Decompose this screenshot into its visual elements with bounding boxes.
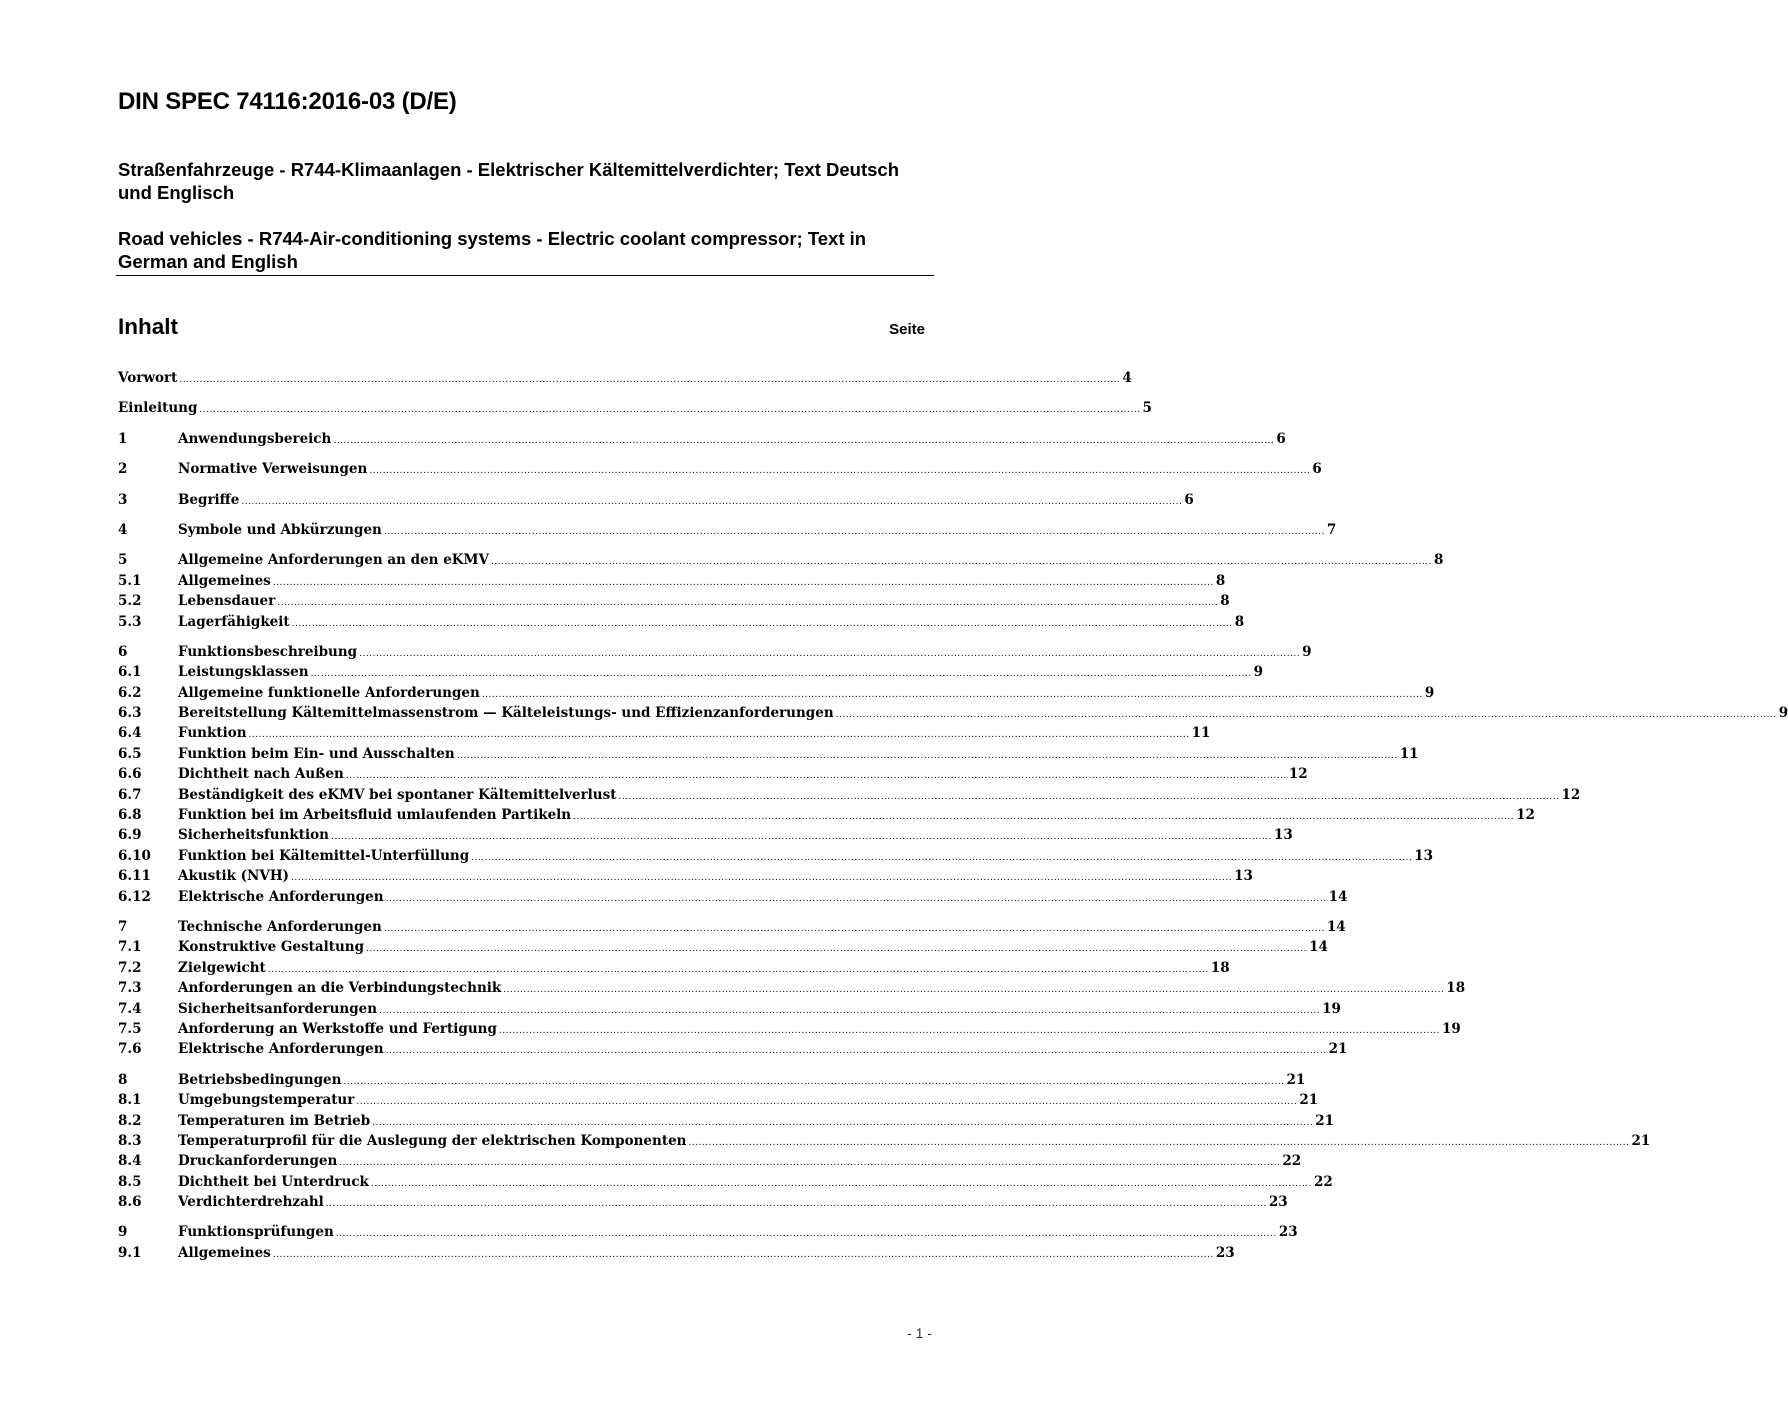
toc-entry-number: 7.1 <box>118 939 142 956</box>
toc-entry-title: Funktion bei Kältemittel-Unterfüllung <box>178 847 470 864</box>
toc-entry[interactable] <box>118 491 1194 512</box>
toc-entry-title: Allgemeines <box>178 1244 271 1261</box>
toc-entry-number: 6.12 <box>118 888 151 905</box>
toc-entry[interactable] <box>118 847 1434 868</box>
toc-entry[interactable] <box>118 1244 1235 1265</box>
toc-entry-page: 21 <box>1286 1071 1306 1088</box>
toc-entry-number: 7.2 <box>118 959 142 976</box>
toc-entry-number: 6.5 <box>118 745 142 762</box>
toc-entry[interactable] <box>118 918 1346 939</box>
toc-dot-leader <box>249 725 1190 741</box>
toc-entry-title: Symbole und Abkürzungen <box>178 521 382 538</box>
toc-entry[interactable] <box>118 684 1435 705</box>
toc-entry-number: 6.4 <box>118 725 142 742</box>
toc-entry-title: Lebensdauer <box>178 593 276 610</box>
toc-entry-page: 11 <box>1399 745 1419 762</box>
toc-entry[interactable] <box>118 370 1132 390</box>
toc-entry-page: 8 <box>1434 552 1444 569</box>
toc-entry[interactable] <box>118 1153 1302 1173</box>
toc-entry-page: 12 <box>1288 766 1308 783</box>
subtitle-english: Road vehicles - R744-Air-conditioning systems - Electric coolant compressor; Text in German and English <box>118 228 867 272</box>
toc-dot-leader <box>372 1113 1313 1129</box>
toc-entry[interactable] <box>118 430 1286 451</box>
toc-entry-page: 8 <box>1215 572 1226 589</box>
toc-entry-number: 6.2 <box>118 684 142 701</box>
toc-entry-page: 19 <box>1441 1020 1461 1037</box>
toc-entry[interactable] <box>118 1020 1461 1041</box>
toc-entry[interactable] <box>118 725 1211 745</box>
subtitle-german: Straßenfahrzeuge - R744-Klimaanlagen - Elektrischer Kältemittelverdichter; Text Deutsch und Englisch <box>118 159 900 203</box>
toc-entry-title: Allgemeines <box>178 572 271 589</box>
toc-entry-page: 4 <box>1122 370 1132 386</box>
page-number: - 1 - <box>907 1325 932 1341</box>
title-divider <box>116 275 934 276</box>
toc-entry-number: 6.10 <box>118 847 151 864</box>
toc-entry[interactable] <box>118 1132 1651 1153</box>
toc-entry[interactable] <box>118 664 1264 684</box>
toc-entry[interactable] <box>118 939 1328 959</box>
toc-entry[interactable] <box>118 786 1581 807</box>
document-title: DIN SPEC 74116:2016-03 (D/E) <box>118 88 457 115</box>
toc-entry-number: 9 <box>118 1224 128 1241</box>
toc-entry-number: 7.6 <box>118 1041 142 1058</box>
toc-dot-leader <box>277 593 1218 609</box>
toc-dot-leader <box>331 827 1272 843</box>
toc-entry-title: Anforderung an Werkstoffe und Fertigung <box>178 1020 497 1037</box>
toc-dot-leader <box>359 644 1300 660</box>
toc-entry-page: 8 <box>1220 593 1230 610</box>
toc-entry-number: 7.3 <box>118 980 142 997</box>
toc-dot-leader <box>326 1194 1267 1210</box>
toc-entry[interactable] <box>118 766 1308 786</box>
toc-entry-number: 4 <box>118 521 128 538</box>
toc-entry-page: 18 <box>1210 959 1230 976</box>
toc-dot-leader <box>273 1245 1214 1261</box>
toc-dot-leader <box>179 370 1120 386</box>
toc-entry-title: Bereitstellung Kältemittelmassenstrom — Kälteleistungs- und Effizienzanforderungen <box>178 705 834 722</box>
toc-entry-number: 6.6 <box>118 766 142 783</box>
toc-entry-number: 3 <box>118 491 128 508</box>
toc-entry-number: 8.2 <box>118 1112 142 1129</box>
toc-entry[interactable] <box>118 868 1253 888</box>
toc-entry-page: 22 <box>1313 1173 1333 1190</box>
toc-dot-leader <box>384 919 1325 935</box>
toc-entry-title: Dichtheit bei Unterdruck <box>178 1173 369 1190</box>
toc-dot-leader <box>503 980 1444 996</box>
toc-entry-number: 8.5 <box>118 1173 142 1190</box>
toc-entry[interactable] <box>118 400 1152 420</box>
toc-entry-title: Betriebsbedingungen <box>178 1071 342 1088</box>
toc-entry-page: 14 <box>1326 918 1346 935</box>
toc-entry-number: 9.1 <box>118 1244 142 1261</box>
toc-entry[interactable] <box>118 572 1226 593</box>
toc-entry-page: 8 <box>1234 613 1245 630</box>
toc-dot-leader <box>384 522 1325 538</box>
toc-entry-title: Konstruktive Gestaltung <box>178 939 365 956</box>
toc-dot-leader <box>457 746 1398 762</box>
toc-entry-page: 11 <box>1191 725 1211 742</box>
toc-entry-number: 6.9 <box>118 827 142 844</box>
toc-dot-leader <box>573 807 1514 823</box>
toc-entry-title: Allgemeine funktionelle Anforderungen <box>178 684 480 701</box>
toc-entry[interactable] <box>118 1112 1334 1133</box>
toc-dot-leader <box>291 868 1232 884</box>
toc-entry-page: 12 <box>1516 807 1535 824</box>
toc-entry-number: 6.11 <box>118 868 151 885</box>
toc-entry[interactable] <box>118 593 1230 613</box>
toc-entry-page: 23 <box>1278 1224 1298 1241</box>
toc-entry-title: Funktion bei im Arbeitsfluid umlaufenden Partikeln <box>178 807 572 824</box>
toc-entry-page: 5 <box>1142 400 1152 417</box>
toc-entry-title: Beständigkeit des eKMV bei spontaner Kältemittelverlust <box>178 786 617 803</box>
toc-entry-title: Funktion <box>178 725 247 742</box>
toc-entry-title: Vorwort <box>118 370 178 386</box>
toc-dot-leader <box>339 1153 1280 1169</box>
toc-page-column-label: Seite <box>889 321 925 338</box>
toc-dot-leader <box>618 787 1559 803</box>
toc-entry-number: 5.2 <box>118 593 142 610</box>
toc-entry-number: 8.6 <box>118 1194 142 1211</box>
toc-heading: Inhalt <box>118 314 178 339</box>
toc-entry[interactable] <box>118 745 1419 766</box>
toc-dot-leader <box>371 1174 1312 1190</box>
toc-entry-page: 21 <box>1299 1092 1319 1109</box>
toc-entry-title: Dichtheit nach Außen <box>178 766 344 783</box>
toc-entry-title: Temperaturen im Betrieb <box>178 1112 371 1129</box>
toc-entry-title: Temperaturprofil für die Auslegung der elektrischen Komponenten <box>178 1132 687 1149</box>
toc-entry-title: Elektrische Anforderungen <box>178 888 384 905</box>
toc-entry-page: 21 <box>1631 1132 1651 1149</box>
toc-entry-page: 14 <box>1328 888 1348 905</box>
toc-dot-leader <box>482 685 1423 701</box>
toc-entry-page: 19 <box>1322 1000 1341 1017</box>
toc-dot-leader <box>346 766 1287 782</box>
toc-entry-page: 9 <box>1302 643 1312 660</box>
toc-entry-title: Verdichterdrehzahl <box>178 1194 324 1211</box>
toc-entry-page: 23 <box>1268 1194 1288 1211</box>
toc-entry-page: 6 <box>1184 491 1194 508</box>
toc-entry-title: Allgemeine Anforderungen an den eKMV <box>178 552 489 569</box>
toc-entry[interactable] <box>118 888 1348 909</box>
toc-entry[interactable] <box>118 807 1535 827</box>
toc-entry[interactable] <box>118 1041 1348 1061</box>
toc-entry[interactable] <box>118 1000 1341 1021</box>
toc-dot-leader <box>356 1092 1297 1108</box>
toc-entry-title: Funktionsbeschreibung <box>178 643 358 660</box>
toc-entry-title: Anforderungen an die Verbindungstechnik <box>178 980 502 997</box>
toc-entry-number: 7.4 <box>118 1000 142 1017</box>
toc-entry-number: 5.1 <box>118 572 142 589</box>
toc-entry-title: Druckanforderungen <box>178 1153 338 1170</box>
toc-entry-page: 9 <box>1424 684 1435 701</box>
toc-dot-leader <box>366 939 1307 955</box>
toc-entry-title: Zielgewicht <box>178 959 266 976</box>
toc-entry[interactable] <box>118 980 1466 1000</box>
toc-entry-number: 5 <box>118 552 128 569</box>
toc-dot-leader <box>688 1133 1629 1149</box>
toc-entry-title: Normative Verweisungen <box>178 461 368 478</box>
toc-dot-leader <box>199 400 1140 416</box>
toc-entry-number: 6.1 <box>118 664 142 681</box>
toc-entry-number: 5.3 <box>118 613 142 630</box>
toc-entry-number: 6.8 <box>118 807 142 824</box>
toc-entry-number: 6 <box>118 643 128 660</box>
toc-entry-page: 21 <box>1315 1112 1334 1129</box>
toc-entry-page: 21 <box>1328 1041 1348 1058</box>
toc-entry-page: 9 <box>1778 705 1788 722</box>
toc-entry-title: Elektrische Anforderungen <box>178 1041 384 1058</box>
toc-entry-title: Akustik (NVH) <box>178 868 290 885</box>
toc-entry-title: Begriffe <box>178 491 240 508</box>
toc-dot-leader <box>386 1041 1327 1057</box>
toc-entry-title: Funktionsprüfungen <box>178 1224 334 1241</box>
toc-entry[interactable] <box>118 461 1322 481</box>
toc-entry[interactable] <box>118 705 1788 725</box>
toc-entry[interactable] <box>118 959 1230 980</box>
toc-dot-leader <box>386 889 1327 905</box>
toc-entry-page: 18 <box>1446 980 1466 997</box>
toc-dot-leader <box>471 848 1412 864</box>
toc-entry-page: 6 <box>1276 430 1286 447</box>
toc-dot-leader <box>273 573 1214 589</box>
toc-entry[interactable] <box>118 827 1293 847</box>
toc-entry-page: 13 <box>1414 847 1434 864</box>
toc-entry-page: 12 <box>1561 786 1581 803</box>
toc-entry-number: 8.4 <box>118 1153 142 1170</box>
toc-entry-title: Leistungsklassen <box>178 664 309 681</box>
toc-dot-leader <box>292 614 1233 630</box>
toc-dot-leader <box>311 664 1252 680</box>
toc-entry[interactable] <box>118 552 1444 572</box>
toc-dot-leader <box>336 1224 1277 1240</box>
toc-entry-page: 9 <box>1253 664 1264 681</box>
toc-entry-number: 6.7 <box>118 786 142 803</box>
toc-entry-title: Sicherheitsanforderungen <box>178 1000 378 1017</box>
toc-entry-title: Sicherheitsfunktion <box>178 827 329 844</box>
toc-dot-leader <box>268 960 1209 976</box>
toc-entry-title: Umgebungstemperatur <box>178 1092 355 1109</box>
toc-entry-page: 14 <box>1309 939 1328 956</box>
toc-entry[interactable] <box>118 1194 1288 1214</box>
toc-dot-leader <box>241 492 1182 508</box>
toc-entry-page: 13 <box>1274 827 1293 844</box>
toc-entry[interactable] <box>118 1092 1319 1112</box>
toc-entry[interactable] <box>118 1071 1306 1092</box>
toc-entry-page: 13 <box>1234 868 1253 885</box>
toc-entry[interactable] <box>118 613 1245 634</box>
toc-dot-leader <box>491 552 1432 568</box>
toc-entry[interactable] <box>118 1173 1333 1194</box>
toc-entry-title: Anwendungsbereich <box>178 430 332 447</box>
toc-entry-page: 22 <box>1282 1153 1302 1170</box>
toc-entry-title: Funktion beim Ein- und Ausschalten <box>178 745 455 762</box>
toc-dot-leader <box>379 1001 1320 1017</box>
toc-entry-number: 8.3 <box>118 1132 142 1149</box>
toc-entry-page: 6 <box>1312 461 1322 478</box>
toc-entry-number: 8.1 <box>118 1092 142 1109</box>
toc-dot-leader <box>333 431 1274 447</box>
toc-entry-number: 2 <box>118 461 128 478</box>
toc-entry-number: 7.5 <box>118 1020 142 1037</box>
toc-entry[interactable] <box>118 643 1312 664</box>
toc-dot-leader <box>499 1021 1440 1037</box>
table-of-contents <box>118 370 1788 1265</box>
toc-dot-leader <box>369 461 1310 477</box>
toc-entry-number: 8 <box>118 1071 128 1088</box>
toc-entry-title: Technische Anforderungen <box>178 918 382 935</box>
toc-entry-title: Einleitung <box>118 400 198 417</box>
toc-entry[interactable] <box>118 1224 1298 1244</box>
toc-entry-number: 1 <box>118 430 128 447</box>
toc-entry[interactable] <box>118 521 1337 542</box>
toc-entry-page: 7 <box>1326 521 1337 538</box>
toc-dot-leader <box>836 705 1777 721</box>
toc-entry-number: 6.3 <box>118 705 142 722</box>
toc-entry-title: Lagerfähigkeit <box>178 613 290 630</box>
toc-entry-page: 23 <box>1215 1244 1235 1261</box>
toc-entry-number: 7 <box>118 918 128 935</box>
toc-dot-leader <box>343 1072 1284 1088</box>
